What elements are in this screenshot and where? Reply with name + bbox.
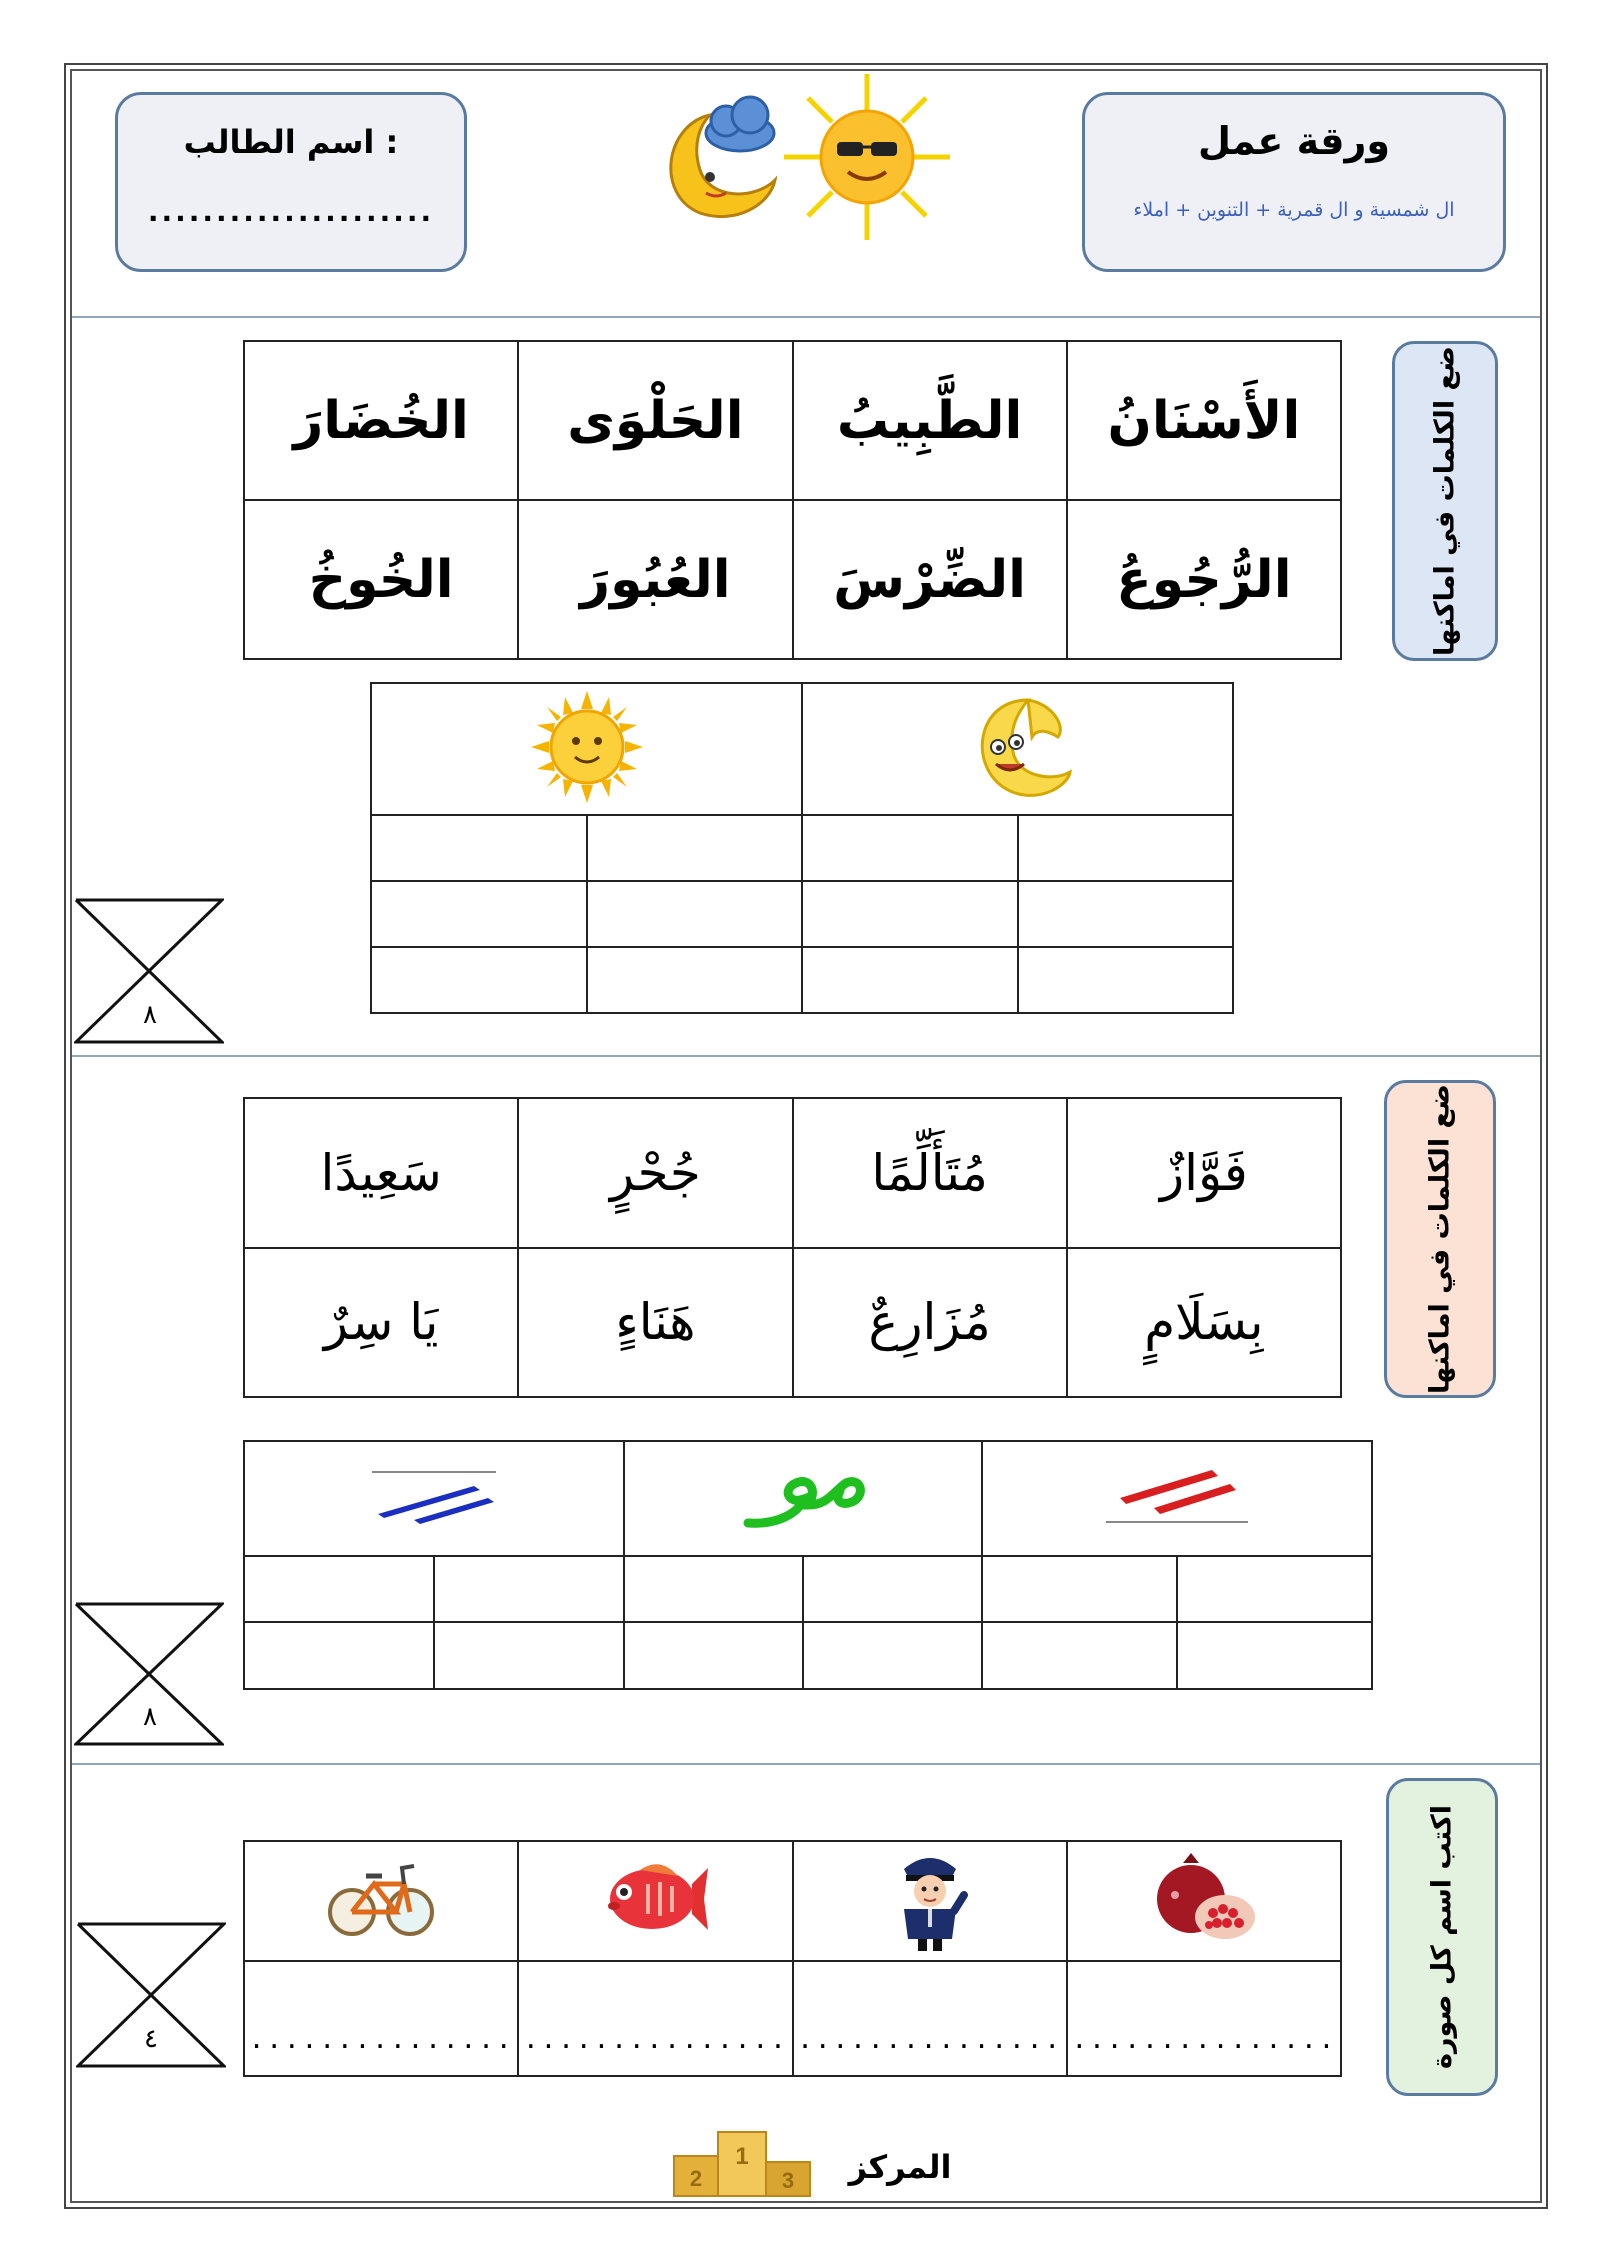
- word-cell: الخُضَارَ: [244, 341, 518, 500]
- moon-column-header: [802, 683, 1233, 815]
- word-cell: هَنَاءٍ: [518, 1248, 792, 1398]
- picture-cell-pomegranate: [1067, 1841, 1341, 1961]
- sun-icon: [529, 689, 645, 805]
- answer-cell[interactable]: [1177, 1622, 1372, 1689]
- podium-number: 1: [735, 2143, 749, 2170]
- kasra-column-header: [244, 1441, 624, 1556]
- word-cell: الضِّرْسَ: [793, 500, 1067, 659]
- answer-cell[interactable]: [244, 1622, 434, 1689]
- word-cell: الحَلْوَى: [518, 341, 792, 500]
- answer-cell[interactable]: [803, 1622, 982, 1689]
- section-divider-2: [72, 1055, 1540, 1057]
- student-name-field[interactable]: .....................: [147, 195, 435, 228]
- podium-number: 3: [781, 2168, 795, 2193]
- word-cell: بِسَلَامٍ: [1067, 1248, 1341, 1398]
- fatha-tanween-icon: [1102, 1464, 1252, 1528]
- word-cell: الطَّبِيبُ: [793, 341, 1067, 500]
- answer-cell[interactable]: [587, 947, 803, 1013]
- worksheet-title-card: [1082, 92, 1506, 272]
- podium-number: 2: [689, 2166, 703, 2191]
- word-cell: مُتَأَلِّمًا: [793, 1098, 1067, 1248]
- section-divider-1: [72, 316, 1540, 318]
- answer-dots: ...............: [797, 2025, 1063, 2055]
- answer-cell[interactable]: [371, 815, 587, 881]
- picture-cell-police: [793, 1841, 1067, 1961]
- answer-cell[interactable]: [587, 815, 803, 881]
- police-officer-icon: [890, 1847, 970, 1951]
- section2-score: ٨: [143, 1702, 157, 1732]
- answer-cell[interactable]: [371, 881, 587, 947]
- answer-cell[interactable]: [1018, 881, 1234, 947]
- footer-label: المركز: [848, 2148, 952, 2186]
- answer-cell[interactable]: [802, 947, 1018, 1013]
- podium-icon: [672, 2122, 812, 2198]
- answer-cell[interactable]: [587, 881, 803, 947]
- worksheet-title: ورقة عمل: [1197, 119, 1390, 163]
- section1-word-table: [243, 340, 1342, 660]
- section3-score: ٤: [144, 2024, 158, 2054]
- answer-cell[interactable]: [434, 1556, 624, 1623]
- answer-cell[interactable]: [1018, 947, 1234, 1013]
- answer-dots: ...............: [248, 2025, 514, 2055]
- answer-cell[interactable]: [624, 1622, 803, 1689]
- answer-cell[interactable]: [982, 1622, 1177, 1689]
- answer-field[interactable]: [518, 1961, 792, 2076]
- damma-tanween-icon: [738, 1461, 868, 1531]
- section1-instruction-box: [1392, 341, 1498, 661]
- section2-word-table: [243, 1097, 1342, 1398]
- answer-cell[interactable]: [802, 815, 1018, 881]
- section1-instruction: ضع الكلمات في اماكنها: [1429, 345, 1461, 657]
- answer-dots: ...............: [522, 2025, 788, 2055]
- fatha-column-header: [982, 1441, 1372, 1556]
- word-cell: يَا سِرٌ: [244, 1248, 518, 1398]
- word-cell: مُزَارِعٌ: [793, 1248, 1067, 1398]
- bicycle-icon: [326, 1854, 436, 1944]
- answer-cell[interactable]: [1177, 1556, 1372, 1623]
- answer-cell[interactable]: [624, 1556, 803, 1623]
- picture-cell-fish: [518, 1841, 792, 1961]
- section1-sort-table: [370, 682, 1234, 1014]
- section-divider-3: [72, 1763, 1540, 1765]
- word-cell: فَوَّازٌ: [1067, 1098, 1341, 1248]
- moon-icon: [958, 692, 1078, 802]
- section1-score: ٨: [143, 1000, 157, 1030]
- word-cell: جُحْرٍ: [518, 1098, 792, 1248]
- word-cell: الأَسْنَانُ: [1067, 341, 1341, 500]
- worksheet-subtitle: ال شمسية و ال قمرية + التنوين + املاء: [1133, 199, 1455, 221]
- word-cell: الرُّجُوعُ: [1067, 500, 1341, 659]
- word-cell: العُبُورَ: [518, 500, 792, 659]
- moon-cloud-icon: [640, 85, 790, 235]
- sun-column-header: [371, 683, 802, 815]
- student-name-label: اسم الطالب :: [183, 123, 399, 161]
- pomegranate-icon: [1149, 1851, 1259, 1947]
- answer-field[interactable]: [1067, 1961, 1341, 2076]
- answer-cell[interactable]: [803, 1556, 982, 1623]
- word-cell: الخُوخُ: [244, 500, 518, 659]
- answer-cell[interactable]: [802, 881, 1018, 947]
- answer-field[interactable]: [244, 1961, 518, 2076]
- answer-cell[interactable]: [982, 1556, 1177, 1623]
- fish-icon: [600, 1854, 710, 1944]
- kasra-tanween-icon: [364, 1466, 504, 1526]
- section2-instruction-box: [1384, 1080, 1496, 1398]
- section2-sort-table: [243, 1440, 1373, 1690]
- section3-instruction: اكتب اسم كل صورة: [1426, 1804, 1458, 2070]
- section2-instruction: ضع الكلمات في اماكنها: [1424, 1083, 1456, 1395]
- damma-column-header: [624, 1441, 982, 1556]
- answer-dots: ...............: [1071, 2025, 1337, 2055]
- sun-sunglasses-icon: [782, 72, 952, 242]
- picture-cell-bicycle: [244, 1841, 518, 1961]
- answer-cell[interactable]: [434, 1622, 624, 1689]
- answer-cell[interactable]: [244, 1556, 434, 1623]
- answer-cell[interactable]: [1018, 815, 1234, 881]
- answer-cell[interactable]: [371, 947, 587, 1013]
- student-name-card: [115, 92, 467, 272]
- section3-instruction-box: [1386, 1778, 1498, 2096]
- answer-field[interactable]: [793, 1961, 1067, 2076]
- word-cell: سَعِيدًا: [244, 1098, 518, 1248]
- section3-picture-table: [243, 1840, 1342, 2077]
